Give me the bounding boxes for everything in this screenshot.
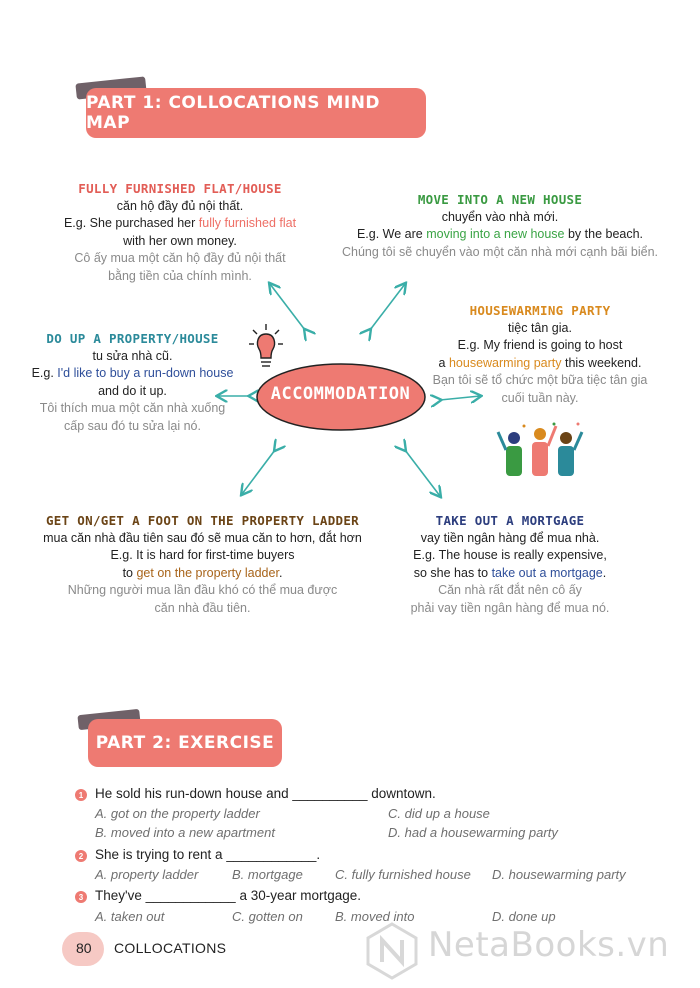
translation: bằng tiền của chính mình.: [108, 268, 252, 283]
translation: Những người mua lần đầu khó có thể mua được: [67, 583, 338, 597]
example: E.g. The house is really expensive,: [413, 548, 607, 562]
option[interactable]: A. taken out: [95, 909, 165, 924]
example: E.g. My friend is going to host: [457, 338, 623, 352]
example-text: E.g. She purchased her: [63, 216, 199, 230]
question-text: They've ____________ a 30-year mortgage.: [95, 888, 362, 903]
meaning: mua căn nhà đầu tiên sau đó sẽ mua căn to hơn, đắt hơn: [43, 530, 362, 545]
translation: Căn nhà rất đắt nên cô ấy: [438, 583, 582, 597]
translation: Chúng tôi sẽ chuyển vào một căn nhà mới cạnh bãi biển.: [341, 244, 659, 259]
example-text: by the beach.: [564, 227, 644, 241]
example-text: this weekend.: [561, 355, 642, 370]
meaning: vay tiền ngân hàng để mua nhà.: [420, 530, 600, 545]
heading-move-into: MOVE INTO A NEW HOUSE: [417, 192, 583, 207]
collocation-highlight: take out a mortgage: [491, 565, 603, 580]
option[interactable]: C. fully furnished house: [335, 867, 471, 882]
collocation-highlight: I'd like to buy a run-down house: [57, 366, 234, 380]
question-number: 3: [75, 891, 87, 903]
collocation-highlight: moving into a new house: [426, 227, 565, 241]
example-cont: and do it up.: [98, 383, 167, 398]
option[interactable]: C. did up a house: [388, 806, 490, 821]
meaning: tiệc tân gia.: [508, 320, 572, 335]
heading-fully-furnished: FULLY FURNISHED FLAT/HOUSE: [78, 181, 282, 196]
heading-do-up: DO UP A PROPERTY/HOUSE: [46, 331, 219, 346]
option[interactable]: D. done up: [492, 909, 556, 924]
option[interactable]: A. got on the property ladder: [95, 806, 260, 821]
example-text: .: [602, 565, 607, 580]
example-text: so she has to: [413, 565, 492, 580]
translation: cuối tuần này.: [501, 390, 579, 405]
option[interactable]: D. had a housewarming party: [388, 825, 558, 840]
meaning: căn hộ đầy đủ nội thất.: [116, 198, 244, 213]
option[interactable]: B. mortgage: [232, 867, 303, 882]
example-text: to: [122, 565, 137, 580]
page-number: 80: [76, 940, 92, 956]
option[interactable]: C. gotten on: [232, 909, 303, 924]
meaning: tu sửa nhà cũ.: [92, 348, 173, 363]
option[interactable]: A. property ladder: [95, 867, 199, 882]
example: E.g. It is hard for first-time buyers: [110, 548, 295, 562]
center-label: ACCOMMODATION: [270, 384, 411, 404]
question-text: She is trying to rent a ____________.: [95, 847, 321, 862]
example-text: .: [278, 565, 283, 580]
watermark-logo: [362, 920, 422, 980]
example-text: E.g.: [31, 366, 58, 380]
option[interactable]: B. moved into a new apartment: [95, 825, 275, 840]
question-number: 2: [75, 850, 87, 862]
collocation-highlight: get on the property ladder: [136, 565, 279, 580]
part2-title: PART 2: EXERCISE: [95, 733, 275, 753]
translation: Cô ấy mua một căn hộ đầy đủ nội thất: [74, 251, 286, 265]
translation: cấp sau đó tu sửa lại nó.: [64, 418, 201, 433]
translation: Bạn tôi sẽ tổ chức một bữa tiệc tân gia: [432, 373, 648, 387]
example-text: E.g. We are: [356, 227, 427, 241]
part1-title: PART 1: COLLOCATIONS MIND MAP: [86, 93, 381, 133]
translation: phải vay tiền ngân hàng để mua nó.: [410, 600, 610, 615]
heading-housewarming: HOUSEWARMING PARTY: [469, 303, 611, 318]
question-number: 1: [75, 789, 87, 801]
heading-property-ladder: GET ON/GET A FOOT ON THE PROPERTY LADDER: [45, 513, 360, 528]
footer-title: COLLOCATIONS: [114, 940, 227, 956]
heading-mortgage: TAKE OUT A MORTGAGE: [435, 513, 585, 528]
watermark-text: NetaBooks.vn: [428, 925, 670, 965]
option[interactable]: B. moved into: [335, 909, 415, 924]
example-text: a: [438, 355, 449, 370]
question-text: He sold his run-down house and __________ downtown.: [95, 786, 436, 801]
collocation-highlight: housewarming party: [448, 355, 562, 370]
meaning: chuyển vào nhà mới.: [441, 209, 559, 224]
translation: căn nhà đầu tiên.: [154, 600, 251, 615]
translation: Tôi thích mua một căn nhà xuống: [39, 401, 226, 415]
option[interactable]: D. housewarming party: [492, 867, 626, 882]
example-cont: with her own money.: [123, 233, 237, 248]
collocation-highlight: fully furnished flat: [198, 216, 297, 230]
